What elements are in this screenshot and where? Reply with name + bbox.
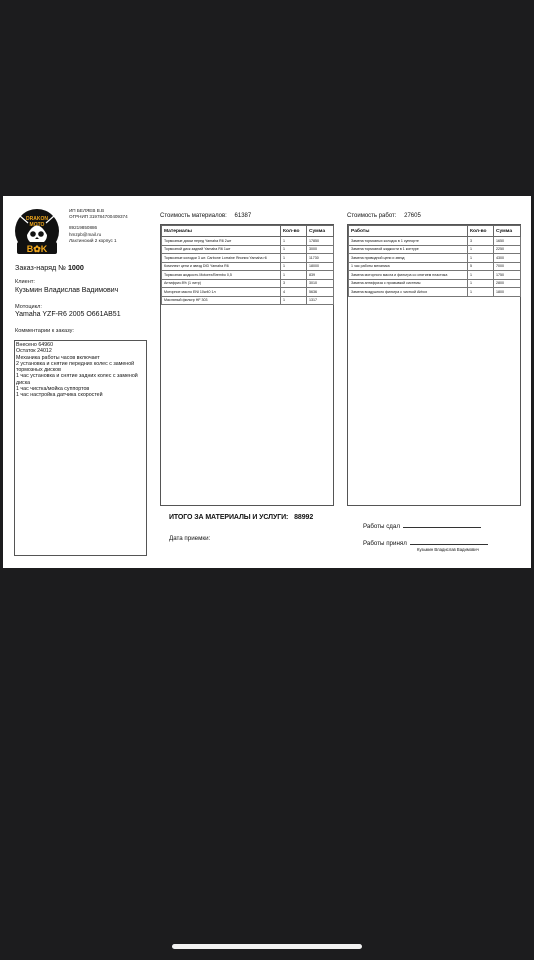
materials-cost-value: 61387 [234, 213, 252, 219]
drakon-moto-bike-logo [14, 208, 60, 254]
table-cell: Замена моторного масла и фильтра со снятием пластика [349, 271, 468, 280]
table-cell: 5 [468, 262, 494, 271]
home-indicator[interactable] [172, 944, 362, 949]
svg-text:B✿K: B✿K [26, 244, 48, 254]
table-cell: 3010 [307, 279, 334, 288]
table-cell: Замена приводной цепи и звезд [349, 254, 468, 263]
table-cell: Замена антифриза с промывкой системы [349, 279, 468, 288]
table-cell: 1 [468, 279, 494, 288]
moto-label: Мотоцикл: [15, 304, 42, 310]
comments-box[interactable] [14, 340, 147, 556]
table-cell: 3 [281, 279, 307, 288]
works-cost [347, 213, 421, 219]
company-phone: 89219850886 [69, 225, 98, 231]
table-row [162, 254, 334, 263]
table-cell: 1 [468, 254, 494, 263]
table-cell: 1 [468, 288, 494, 297]
table-cell: 1317 [307, 296, 334, 305]
table-cell: Замена тормозных колодок в 1 суппорте [349, 237, 468, 246]
comment-line: Механика работы часов включает [16, 354, 100, 361]
table-row [349, 237, 521, 246]
table-row [162, 288, 334, 297]
table-cell: 2250 [494, 245, 521, 254]
table-row [162, 237, 334, 246]
materials-cost-label: Стоимость материалов: [160, 213, 227, 219]
table-row [162, 245, 334, 254]
table-cell: 1800 [494, 288, 521, 297]
table-cell: 11730 [307, 254, 334, 263]
table-cell: 1 [468, 245, 494, 254]
svg-text:MOTO: MOTO [29, 222, 45, 228]
work-order-document [3, 196, 531, 568]
table-row [349, 279, 521, 288]
materials-table-box [160, 224, 334, 506]
client-label: Клиент: [15, 279, 35, 285]
order-number [15, 263, 84, 272]
grand-total [169, 514, 313, 521]
table-cell: 17850 [307, 237, 334, 246]
table-row [349, 245, 521, 254]
handed-signature-line[interactable] [403, 521, 481, 528]
table-cell: Масляный фильтр HF 303 [162, 296, 281, 305]
works-cost-value: 27605 [404, 213, 421, 219]
grand-total-label: ИТОГО ЗА МАТЕРИАЛЫ И УСЛУГИ: [169, 514, 289, 521]
table-row [349, 271, 521, 280]
table-cell: Тормозные колодки 3 шт. Carbone Lorraine Япония Yamaha r6 [162, 254, 281, 263]
order-number-value: 1000 [67, 263, 84, 272]
handed-label: Работы сдал [363, 523, 400, 530]
table-cell: Тормозная жидкость Motorex/Brembo 0,5 [162, 271, 281, 280]
table-cell: 1750 [494, 271, 521, 280]
comment-line: Внесено 64960 [16, 342, 54, 348]
table-cell: Замена тормозной жидкости в 1 контуре [349, 245, 468, 254]
table-cell: Тормозной диск задний Yamaha R6 1шт [162, 245, 281, 254]
table-cell: 2800 [494, 279, 521, 288]
comment-line: Остаток 24012 [16, 348, 52, 355]
table-cell: 1 [281, 296, 307, 305]
works-header-2: Сумма [494, 226, 521, 237]
table-cell: 3000 [307, 245, 334, 254]
client-name: Кузьмин Владислав Вадимович [15, 287, 119, 294]
table-cell: 7000 [494, 262, 521, 271]
accepted-name: Кузьмин Владислав Вадимович [417, 547, 479, 552]
works-header-1: Кол-во [468, 226, 494, 237]
table-cell: 4300 [494, 254, 521, 263]
table-cell: 18000 [307, 262, 334, 271]
works-table [348, 225, 521, 297]
works-cost-label: Стоимость работ: [347, 213, 397, 219]
table-row [349, 288, 521, 297]
comment-line: 2 установка и снятие передних колес с заменой тормозных дисков [16, 360, 135, 374]
company-address: Лахтинский 2 корпус 1 [69, 237, 117, 243]
table-cell: Комплект цепи и звезд DID Yamaha R6 [162, 262, 281, 271]
svg-text:DRAKON: DRAKON [26, 216, 48, 222]
company-ogrnip: ОГРНИП 319784700409374 [69, 214, 128, 220]
table-cell: 1 час работы механика [349, 262, 468, 271]
table-cell: 4 [281, 288, 307, 297]
table-cell: 1 [281, 271, 307, 280]
materials-header-2: Сумма [307, 226, 334, 237]
handed-signature [363, 521, 481, 530]
works-header-0: Работы [349, 226, 468, 237]
materials-header-1: Кол-во [281, 226, 307, 237]
table-cell: 839 [307, 271, 334, 280]
accepted-signature-line[interactable] [410, 538, 488, 545]
grand-total-value: 88992 [294, 514, 314, 521]
table-row [162, 296, 334, 305]
comments-label: Комментарии к заказу: [15, 328, 74, 334]
table-cell: 1 [281, 245, 307, 254]
table-row [162, 279, 334, 288]
materials-table [161, 225, 334, 305]
table-cell: 1650 [494, 237, 521, 246]
materials-cost [160, 213, 251, 219]
table-cell: Тормозные диски перед Yamaha R6 2шт [162, 237, 281, 246]
table-cell: 1 [281, 262, 307, 271]
table-cell: 1 [281, 237, 307, 246]
table-row [349, 254, 521, 263]
table-cell: 1 [281, 254, 307, 263]
acceptance-date-label: Дата приемки: [169, 535, 211, 542]
comment-line: 1 час установка и снятие задних колес с заменой диска [16, 373, 138, 386]
moto-model: Yamaha YZF-R6 2005 O661AB51 [15, 311, 121, 318]
comment-line: 1 час настройка датчика скоростей [16, 392, 103, 399]
table-cell: Замена воздушного фильтра с чисткой Airbox [349, 288, 468, 297]
table-cell: Антифриз 8% (1 литр) [162, 279, 281, 288]
table-row [349, 262, 521, 271]
works-table-box [347, 224, 521, 506]
table-cell: 5636 [307, 288, 334, 297]
comment-line: 1 час чистка/мойка суппортов [16, 386, 90, 393]
accepted-label: Работы принял [363, 540, 407, 547]
table-row [162, 262, 334, 271]
company-email: hmzpb@mail.ru [69, 231, 102, 237]
table-cell: 1 [468, 271, 494, 280]
company-name: ИП БЕЛЯЕВ В.В [69, 208, 105, 213]
company-info [69, 208, 128, 244]
table-cell: Моторное масло ENI 10w40 1л [162, 288, 281, 297]
order-label: Заказ-наряд № [15, 263, 66, 272]
materials-header-0: Материалы [162, 226, 281, 237]
table-row [162, 271, 334, 280]
accepted-signature [363, 538, 488, 547]
table-cell: 3 [468, 237, 494, 246]
